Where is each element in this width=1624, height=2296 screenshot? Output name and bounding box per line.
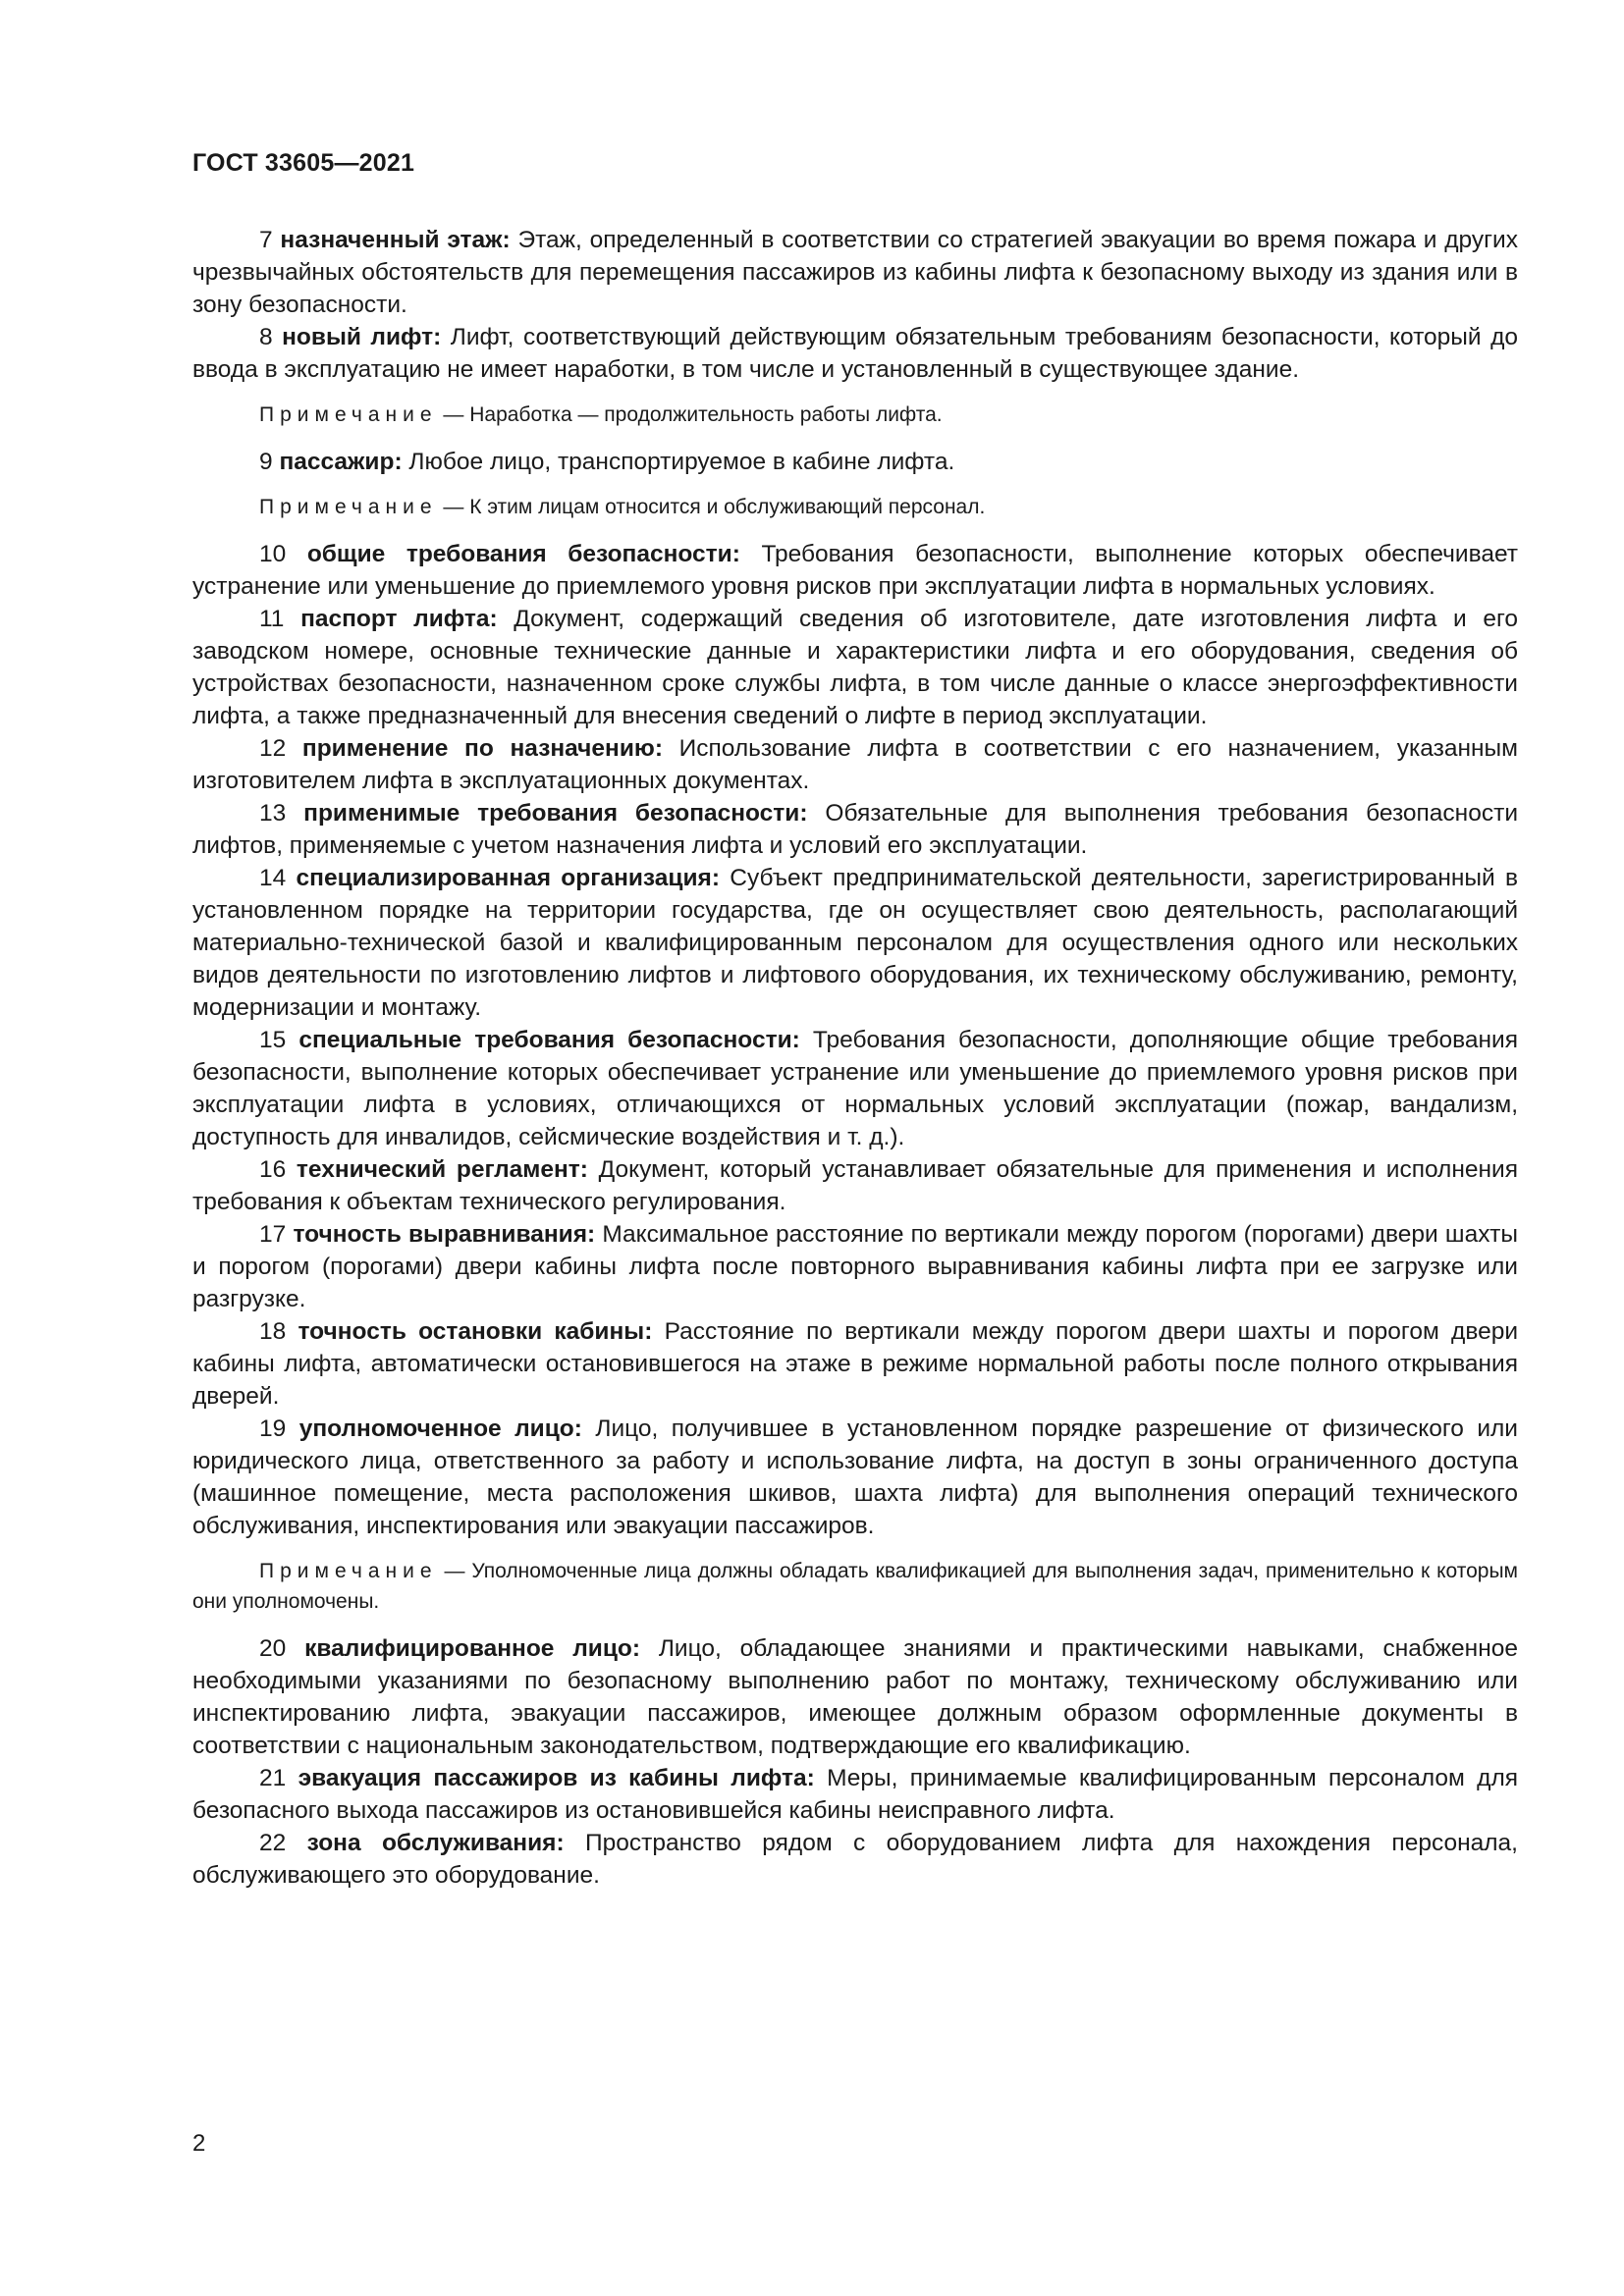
page-number: 2 <box>192 2130 206 2157</box>
term-text: Документ, содержащий сведения об изготовителе, дате изготовления лифта и его заводском номере, основные технические данные и характеристики лифта и его оборудования, сведения об устройствах безопасности, назначенном сроке службы лифта, в том числе данные о классе энергоэффективности лифта, а также предназначенный для внесения сведений о лифте в период эксплуатации. <box>192 606 1518 729</box>
term-definition <box>192 1315 1518 1413</box>
term-text: Требования безопасности, дополняющие общие требования безопасности, выполнение которых обеспечивает устранение или уменьшение до приемлемого уровня рисков при эксплуатации лифта в условиях, отличающихся от нормальных условий эксплуатации (пожар, вандализм, доступность для инвалидов, сейсмические воздействия и т. д.). <box>192 1027 1519 1150</box>
note-label: Примечание <box>259 403 438 426</box>
note-label: Примечание <box>259 496 438 518</box>
note-text: — К этим лицам относится и обслуживающий персонал. <box>437 496 986 518</box>
term-definition <box>192 1218 1518 1315</box>
term-name: общие требования безопасности: <box>306 541 740 567</box>
term-definition <box>192 732 1518 797</box>
term-name: назначенный этаж: <box>280 227 511 253</box>
term-name: точность выравнивания: <box>293 1221 596 1248</box>
term-text: Документ, который устанавливает обязательные для применения и исполнения требования к объектам технического регулирования. <box>192 1156 1518 1215</box>
term-name: зона обслуживания: <box>306 1830 565 1856</box>
term-number: 7 <box>259 227 273 253</box>
term-text: Лифт, соответствующий действующим обязательным требованиям безопасности, который до ввода в эксплуатацию не имеет наработки, в том числе и установленный в существующее здание. <box>192 324 1518 383</box>
term-definition <box>192 603 1518 732</box>
note <box>192 400 1518 430</box>
term-definition <box>192 797 1518 862</box>
term-number: 14 <box>259 865 287 891</box>
term-text: Лицо, получившее в установленном порядке разрешение от физического или юридического лица, ответственного за работу и использование лифта, на доступ в зоны ограниченного доступа (машинное помещение, места расположения шкивов, шахта лифта) для выполнения операций технического обслуживания, инспектирования или эвакуации пассажиров. <box>192 1415 1518 1539</box>
term-number: 15 <box>259 1027 287 1053</box>
term-text: Субъект предпринимательской деятельности, зарегистрированный в установленном порядке на территории государства, где он осуществляет свою деятельность, располагающий материально-технической базой и квалифицированным персоналом для осуществления одного или нескольких видов деятельности по изготовлению лифтов и лифтового оборудования, их техническому обслуживанию, ремонту, модернизации и монтажу. <box>192 865 1518 1021</box>
term-name: точность остановки кабины: <box>298 1318 653 1345</box>
term-text: Требования безопасности, выполнение которых обеспечивает устранение или уменьшение до приемлемого уровня рисков при эксплуатации лифта в нормальных условиях. <box>192 541 1519 600</box>
term-number: 8 <box>259 324 273 350</box>
term-text: Пространство рядом с оборудованием лифта для нахождения персонала, обслуживающего это оборудование. <box>192 1830 1518 1889</box>
term-text: Обязательные для выполнения требования безопасности лифтов, применяемые с учетом назначения лифта и условий его эксплуатации. <box>192 800 1518 859</box>
term-number: 22 <box>259 1830 287 1856</box>
term-definition <box>192 321 1518 386</box>
term-definition <box>192 224 1518 321</box>
term-text: Любое лицо, транспортируемое в кабине лифта. <box>402 449 955 475</box>
note-label: Примечание <box>259 1560 438 1582</box>
term-number: 13 <box>259 800 287 827</box>
term-name: уполномоченное лицо: <box>298 1415 582 1442</box>
term-definition <box>192 1024 1518 1153</box>
term-text: Использование лифта в соответствии с его назначением, указанным изготовителем лифта в эксплуатационных документах. <box>192 735 1518 794</box>
term-definition <box>192 1827 1518 1892</box>
term-text: Меры, принимаемые квалифицированным персоналом для безопасного выхода пассажиров из остановившейся кабины неисправного лифта. <box>192 1765 1519 1824</box>
term-definition <box>192 1413 1518 1542</box>
term-number: 10 <box>259 541 287 567</box>
term-text: Расстояние по вертикали между порогом двери шахты и порогом двери кабины лифта, автоматически остановившегося на этаже в режиме нормальной работы после полного открывания дверей. <box>192 1318 1519 1410</box>
term-number: 9 <box>259 449 273 475</box>
term-name: квалифицированное лицо: <box>304 1635 641 1662</box>
document-code-header: ГОСТ 33605—2021 <box>192 149 415 177</box>
term-name: эвакуация пассажиров из кабины лифта: <box>298 1765 815 1791</box>
term-text: Лицо, обладающее знаниями и практическими навыками, снабженное необходимыми указаниями по безопасному выполнению работ по монтажу, техническому обслуживанию или инспектированию лифта, эвакуации пассажиров, имеющее должным образом оформленные документы в соответствии с национальным законодательством, подтверждающие его квалификацию. <box>192 1635 1518 1759</box>
term-name: применение по назначению: <box>301 735 663 762</box>
note-text: — Наработка — продолжительность работы лифта. <box>437 403 943 426</box>
term-name: технический регламент: <box>296 1156 588 1183</box>
term-text: Этаж, определенный в соответствии со стратегией эвакуации во время пожара и других чрезвычайных обстоятельств для перемещения пассажиров из кабины лифта к безопасному выходу из здания или в зону безопасности. <box>192 227 1518 318</box>
term-name: специальные требования безопасности: <box>298 1027 800 1053</box>
term-text: Максимальное расстояние по вертикали между порогом (порогами) двери шахты и порогом (порогами) двери кабины лифта после повторного выравнивания кабины лифта при ее загрузке или разгрузке. <box>192 1221 1518 1312</box>
term-number: 19 <box>259 1415 287 1442</box>
term-definition <box>192 538 1518 603</box>
term-definition <box>192 862 1518 1024</box>
term-number: 16 <box>259 1156 287 1183</box>
note <box>192 492 1518 522</box>
term-number: 12 <box>259 735 287 762</box>
term-name: специализированная организация: <box>296 865 720 891</box>
term-definition <box>192 1153 1518 1218</box>
note-text: — Уполномоченные лица должны обладать квалификацией для выполнения задач, применительно к которым они уполномочены. <box>192 1560 1518 1613</box>
term-name: паспорт лифта: <box>300 606 498 632</box>
term-number: 21 <box>259 1765 287 1791</box>
term-number: 17 <box>259 1221 287 1248</box>
term-definition <box>192 1632 1518 1762</box>
term-name: пассажир: <box>279 449 403 475</box>
term-definition <box>192 446 1518 478</box>
note <box>192 1556 1518 1617</box>
term-number: 18 <box>259 1318 287 1345</box>
term-definition <box>192 1762 1518 1827</box>
term-name: новый лифт: <box>282 324 442 350</box>
document-body <box>192 224 1518 1892</box>
term-number: 20 <box>259 1635 287 1662</box>
term-number: 11 <box>259 606 285 632</box>
term-name: применимые требования безопасности: <box>303 800 808 827</box>
